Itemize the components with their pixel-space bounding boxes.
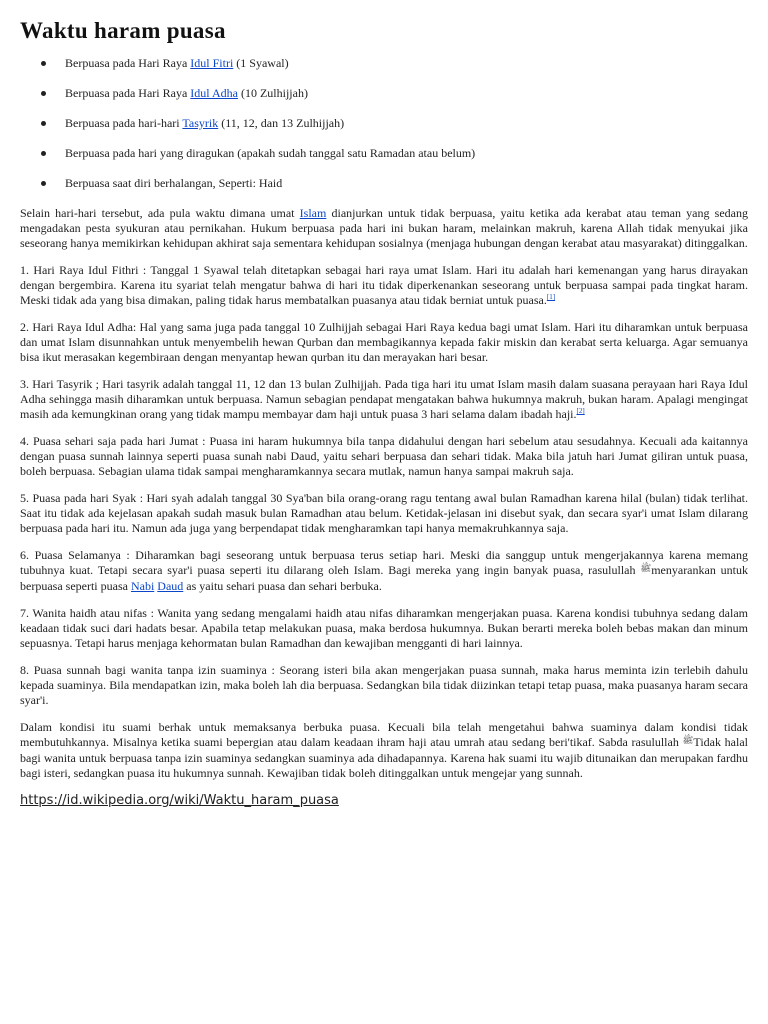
link-tasyrik[interactable]: Tasyrik	[182, 116, 219, 130]
link-islam[interactable]: Islam	[299, 206, 327, 220]
salawat-glyph: ﷺ	[640, 563, 652, 573]
paragraph-syak: 5. Puasa pada hari Syak : Hari syah adalah tanggal 30 Sya'ban bila orang-orang ragu tentang awal bulan Ramadhan karena hilal (bulan) tidak terlihat. Saat itu tidak ada kejelasan apakah sudah masuk bulan Ramadhan atau belum. Ketidak-jelasan ini disebut syak, dan secara syar'i umat Islam dilarang berpuasa pada hari itu. Namun ada juga yang berpendapat tidak mengharamkan tapi hanya memakruhkannya saja.	[20, 491, 748, 535]
list-item: Berpuasa pada Hari Raya Idul Fitri (1 Syawal)	[20, 56, 748, 71]
haram-days-list	[20, 56, 748, 191]
paragraph-haidh-nifas: 7. Wanita haidh atau nifas : Wanita yang sedang mengalami haidh atau nifas diharamkan mengerjakan puasa. Karena kondisi tubuhnya sedang dalam keadaan tidak suci dari hadats besar. Apabila tetap melakukan puasa, maka berdosa hukumnya. Bukan berarti mereka boleh bebas makan dan minum sepuasnya. Tetapi harus menjaga kehormatan bulan Ramadhan dan kewajiban mengganti di hari lainnya.	[20, 606, 748, 650]
reference-2[interactable]: [2]	[576, 407, 585, 415]
page-title: Waktu haram puasa	[20, 18, 226, 43]
paragraph-idul-fithri: 1. Hari Raya Idul Fithri : Tanggal 1 Syawal telah ditetapkan sebagai hari raya umat Islam. Hari itu adalah hari kemenangan yang harus dirayakan dengan bergembira. Karena itu syariat telah mengatur bahwa di hari itu tidak diperkenankan seseorang untuk berpuasa sampai pada tingkat haram. Meski tidak ada yang bisa dimakan, paling tidak harus membatalkan puasanya atau tidak berniat untuk puasa.[1]	[20, 263, 748, 307]
list-item: Berpuasa pada hari-hari Tasyrik (11, 12, dan 13 Zulhijjah)	[20, 116, 748, 131]
reference-1[interactable]: [1]	[546, 293, 556, 301]
paragraph-selamanya: 6. Puasa Selamanya : Diharamkan bagi seseorang untuk berpuasa terus setiap hari. Meski dia sanggup untuk mengerjakannya karena memang tubuhnya kuat. Tetapi secara syar'i puasa seperti itu dilarang oleh Islam. Bagi mereka yang ingin banyak puasa, rasulullah ﷺmenyarankan untuk berpuasa seperti puasa Nabi Daud as yaitu sehari puasa dan sehari berbuka.	[20, 548, 749, 593]
list-item: Berpuasa saat diri berhalangan, Seperti: Haid	[20, 176, 748, 191]
list-item: Berpuasa pada hari yang diragukan (apakah sudah tanggal satu Ramadan atau belum)	[20, 146, 748, 161]
link-idul-adha[interactable]: Idul Adha	[190, 86, 238, 100]
salawat-glyph: ﷺ	[682, 735, 694, 745]
source-url-link[interactable]: https://id.wikipedia.org/wiki/Waktu_haram_puasa	[20, 793, 339, 808]
list-item: Berpuasa pada Hari Raya Idul Adha (10 Zulhijjah)	[20, 86, 748, 101]
link-nabi[interactable]: Nabi	[130, 579, 155, 593]
paragraph-tasyrik: 3. Hari Tasyrik ; Hari tasyrik adalah tanggal 11, 12 dan 13 bulan Zulhijjah. Pada tiga hari itu umat Islam masih dalam suasana perayaan hari Raya Idul Adha sehingga masih diharamkan untuk berpuasa. Namun sebagian pendapat mengatakan bahwa hukumnya makruh, bukan haram. Apalagi mengingat masih ada kemungkinan orang yang tidak mampu membayar dam haji untuk puasa 3 hari selama dalam ibadah haji.[2]	[20, 377, 748, 421]
paragraph-kondisi-suami: Dalam kondisi itu suami berhak untuk memaksanya berbuka puasa. Kecuali bila telah mengetahui bahwa suaminya dalam kondisi tidak membutuhkannya. Misalnya ketika suami bepergian atau dalam keadaan ihram haji atau umrah atau sedang beri'tikaf. Sabda rasulullah ﷺTidak halal bagi wanita untuk berpuasa tanpa izin suaminya sedangkan suaminya ada dihadapannya. Karena hak suami itu wajib ditunaikan dan merupakan fardhu bagi isteri, sedangkan puasa itu hukumnya sunnah. Kewajiban tidak boleh ditinggalkan untuk mengejar yang sunnah.	[20, 720, 749, 780]
link-idul-fitri[interactable]: Idul Fitri	[190, 56, 234, 70]
paragraph-jumat: 4. Puasa sehari saja pada hari Jumat : Puasa ini haram hukumnya bila tanpa didahului dengan hari sebelum atau sesudahnya. Kecuali ada kaitannya dengan puasa sunnah lainnya seperti puasa sunah nabi Daud, yaitu sehari berpuasa dan sehari tidak. Maka bila jatuh hari Jumat giliran untuk puasa, boleh berpuasa. Sebagian ulama tidak sampai mengharamkannya secara mutlak, namun hanya sampai makruh saja.	[20, 434, 748, 478]
paragraph-izin-suami: 8. Puasa sunnah bagi wanita tanpa izin suaminya : Seorang isteri bila akan mengerjakan puasa sunnah, maka harus meminta izin terlebih dahulu kepada suaminya. Bila mendapatkan izin, maka boleh lah dia berpuasa. Sedangkan bila tidak diizinkan tetapi tetap puasa, maka puasanya haram secara syar'i.	[20, 663, 748, 707]
paragraph-idul-adha: 2. Hari Raya Idul Adha: Hal yang sama juga pada tanggal 10 Zulhijjah sebagai Hari Raya kedua bagi umat Islam. Hari itu diharamkan untuk berpuasa dan umat Islam disunnahkan untuk menyembelih hewan Qurban dan membagikannya kepada fakir miskin dan kerabat serta keluarga. Agar semuanya bisa ikut merasakan kegembiraan dengan menyantap hewan qurban itu dan merayakan hari besar.	[20, 320, 748, 364]
article	[20, 0, 748, 808]
link-daud[interactable]: Daud	[157, 579, 184, 593]
intro-paragraph: Selain hari-hari tersebut, ada pula waktu dimana umat Islam dianjurkan untuk tidak berpuasa, yaitu ketika ada kerabat atau teman yang sedang mengadakan pesta syukuran atau pernikahan. Hukum berpuasa pada hari ini bukan haram, melainkan makruh, karena Allah tidak menyukai jika seseorang hanya memikirkan kehidupan akhirat saja sementara kehidupan sosialnya (menjaga hubungan dengan kerabat atau masyarakat) ditinggalkan.	[20, 206, 748, 250]
